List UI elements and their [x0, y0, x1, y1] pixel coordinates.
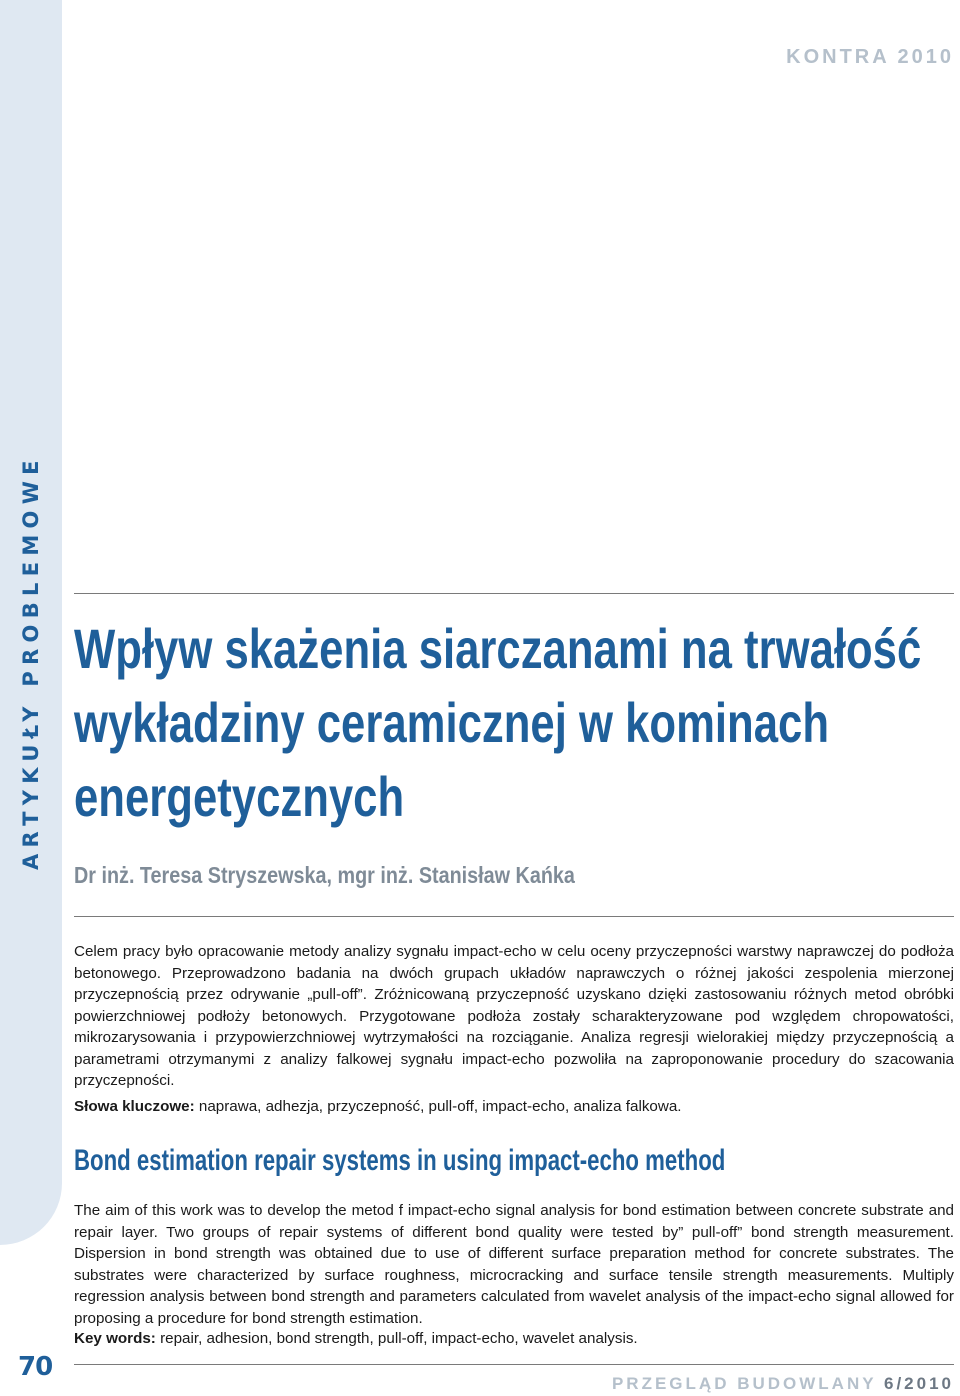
article-title: [74, 612, 922, 834]
issue-number: 6/2010: [884, 1374, 954, 1393]
authors: Dr inż. Teresa Stryszewska, mgr inż. Stanisław Kańka: [74, 862, 575, 888]
keywords-pl-label: Słowa kluczowe:: [74, 1098, 195, 1115]
keywords-en-label: Key words:: [74, 1330, 156, 1347]
section-label: ARTYKUŁY PROBLEMOWE: [19, 454, 43, 870]
title-line: energetycznych: [74, 765, 405, 828]
keywords-en: [74, 1328, 954, 1350]
title-line: Wpływ skażenia siarczanami na trwałość: [74, 617, 922, 680]
keywords-pl: [74, 1096, 954, 1118]
title-divider: [74, 593, 954, 594]
header-kontra: KONTRA 2010: [786, 46, 954, 68]
footer-publication: [612, 1374, 954, 1394]
abstract-en: The aim of this work was to develop the metod f impact-echo signal analysis for bond estimation between concrete substrate and repair layer. Two groups of repair systems of different bond quality were tested by” pull-off” bond strength measurement. Dispersion in bond strength was obtained due to use of different surface preparation method for concrete substrates. The substrates were characterized by surface roughness, microcracking and surface tensile strength measurements. Multiply regression analysis between bond strength and parameters calculated from wavelet analysis of the impact-echo signal allowed for proposing a procedure for bond strength estimation.: [74, 1202, 954, 1327]
footer-divider: [74, 1364, 954, 1365]
page-number: 70: [18, 1352, 53, 1382]
title-line: wykładziny ceramicznej w kominach: [74, 691, 830, 754]
keywords-en-text: repair, adhesion, bond strength, pull-off, impact-echo, wavelet analysis.: [155, 1330, 638, 1347]
authors-divider: [74, 916, 954, 917]
keywords-pl-text: naprawa, adhezja, przyczepność, pull-off, impact-echo, analiza falkowa.: [194, 1098, 682, 1115]
abstract-pl: Celem pracy było opracowanie metody analizy sygnału impact-echo w celu oceny przyczepności warstwy naprawczej do podłoża betonowego. Przeprowadzono badania na dwóch grupach układów naprawczych o różnej jakości zespolenia mierzonej przyczepnością przez odrywanie „pull-off”. Zróżnicowaną przyczepność uzyskano dzięki zastosowaniu różnych metod obróbki powierzchniowej podłoży betonowych. Przygotowane podłoża zostały scharakteryzowane pod względem chropowatości, mikrozarysowania i przypowierzchniowej wytrzymałości na rozciąganie. Analiza regresji wielorakiej między przyczepnością a parametrami otrzymanymi z analizy falkowej sygnału impact-echo pozwoliła na zaproponowanie procedury do szacowania przyczepności.: [74, 943, 954, 1089]
english-title: Bond estimation repair systems in using impact-echo method: [74, 1144, 726, 1177]
publication-name: PRZEGLĄD BUDOWLANY: [611, 1374, 877, 1393]
